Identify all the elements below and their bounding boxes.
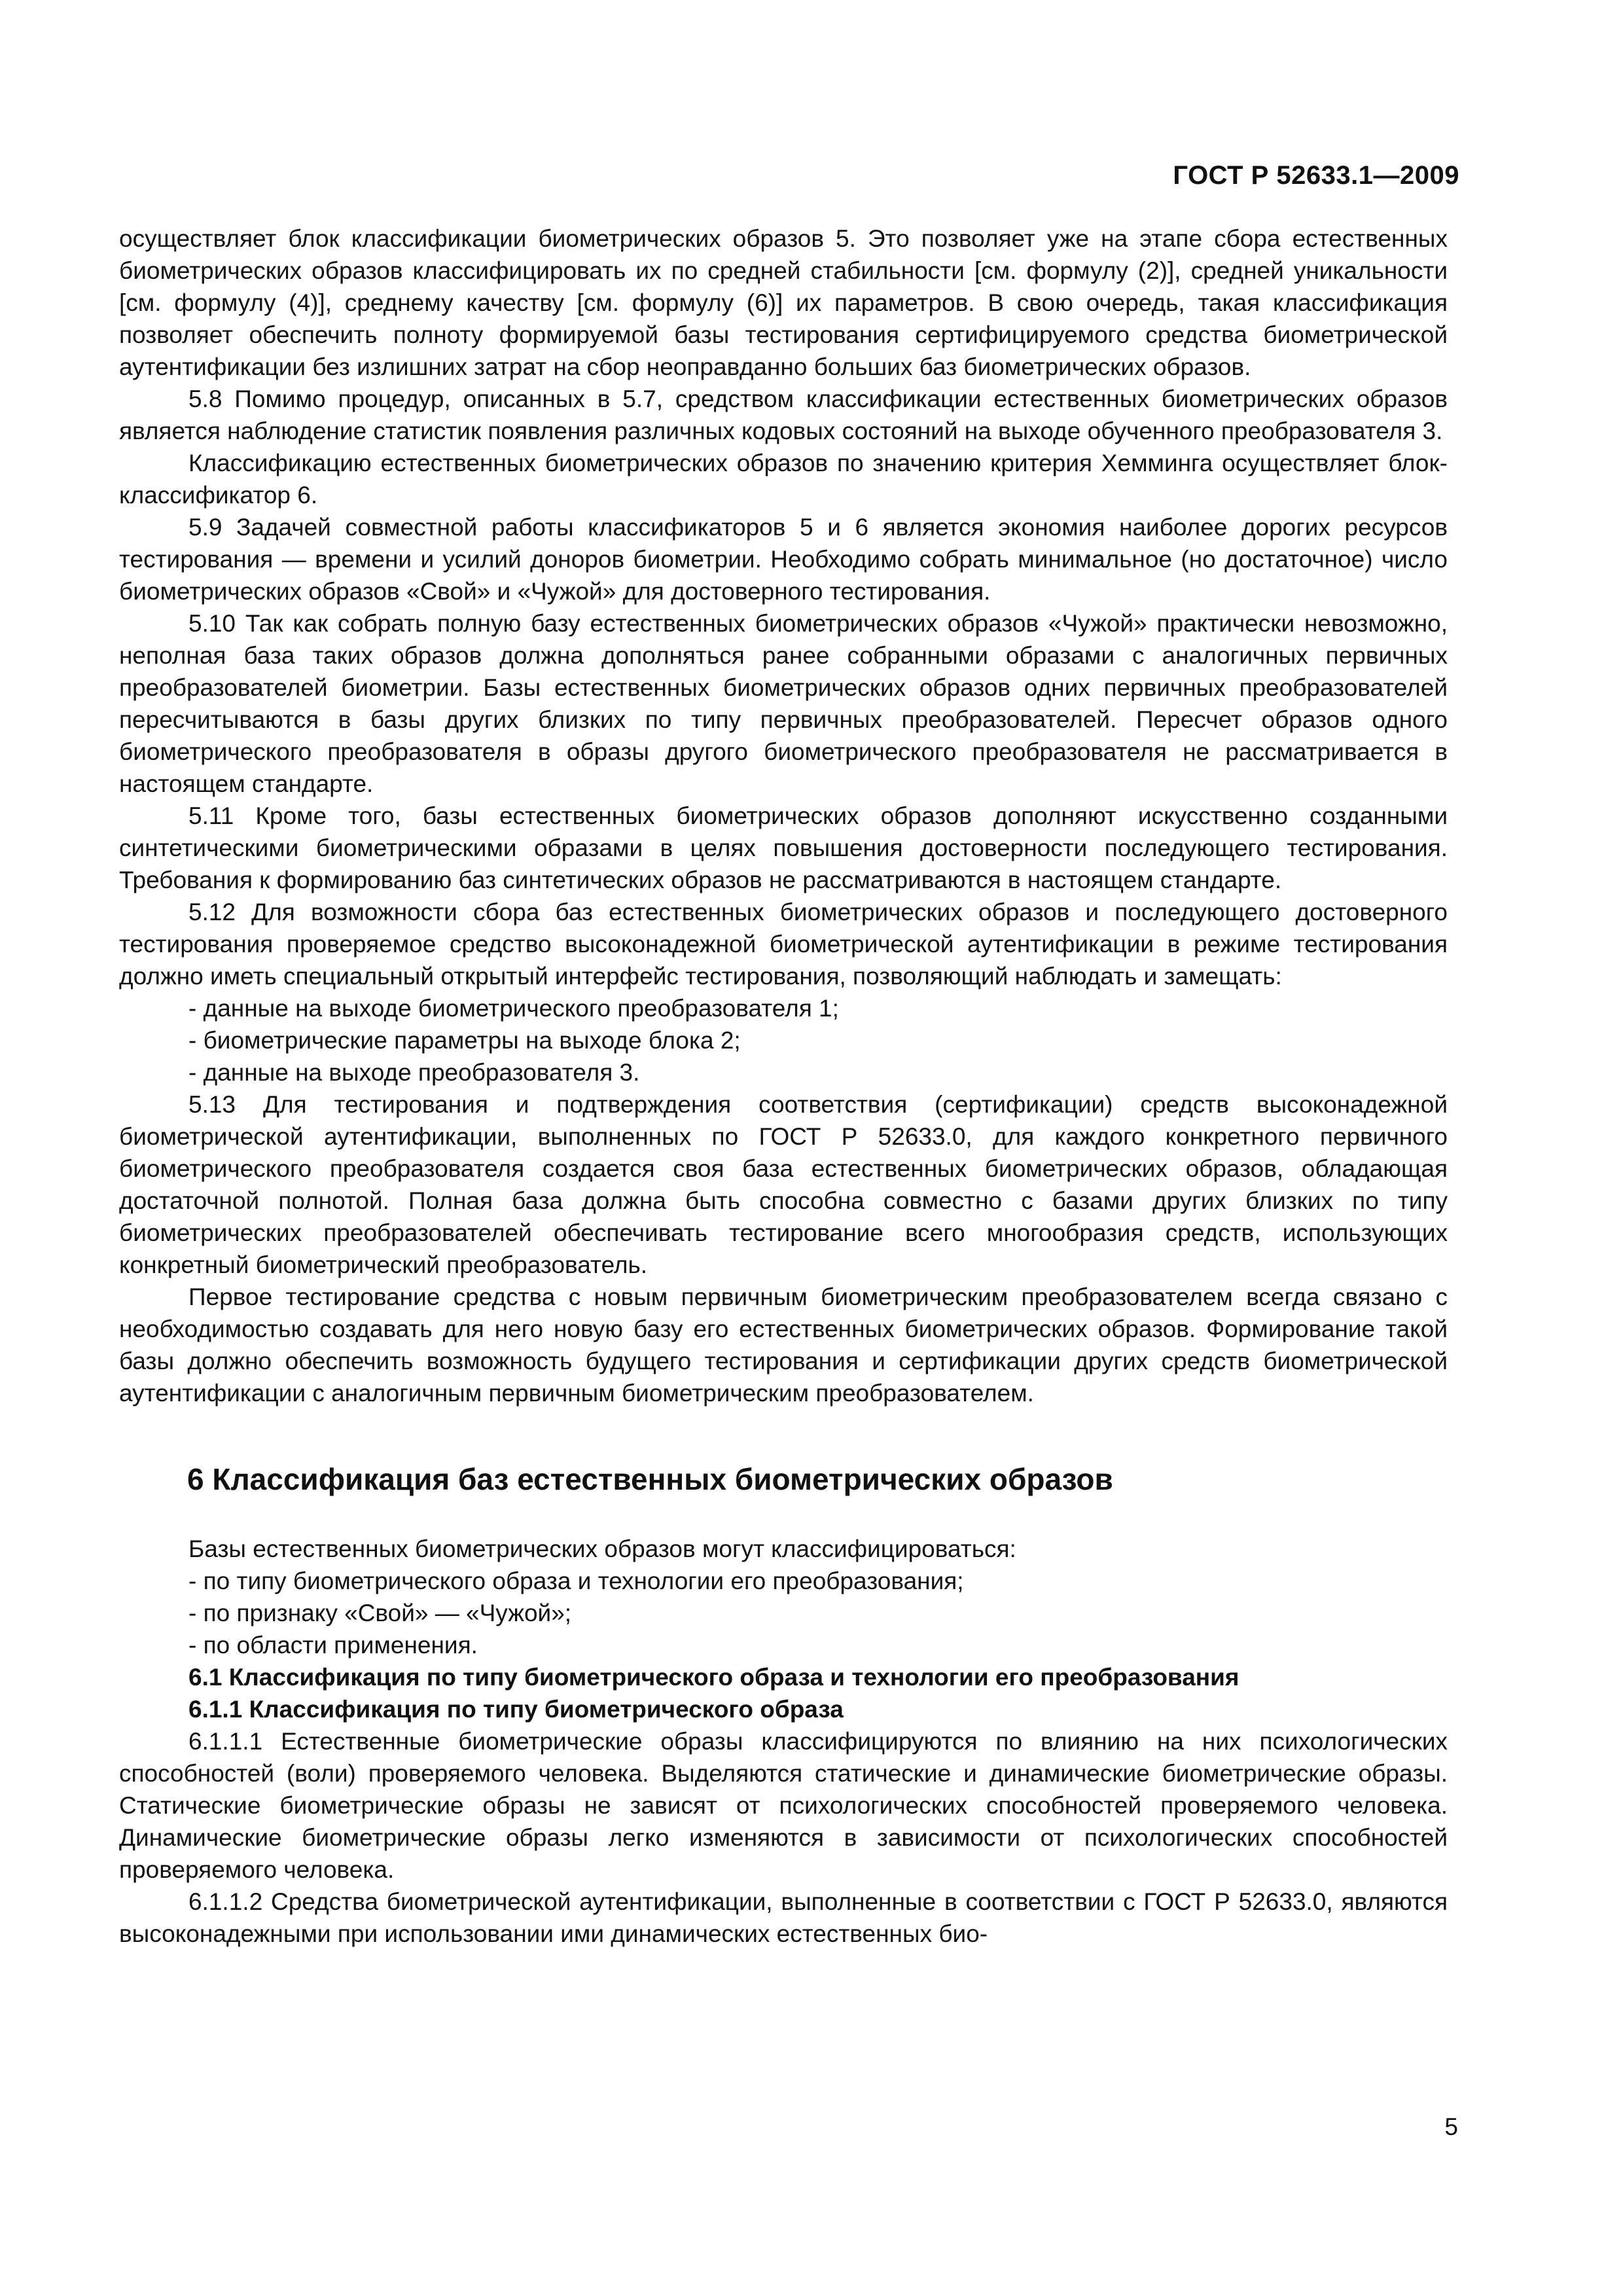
list-item: - данные на выходе преобразователя 3.	[188, 1059, 640, 1086]
subsection-6-1-1-heading: 6.1.1 Классификация по типу биометрического образа	[188, 1696, 844, 1723]
paragraph-5-12: 5.12 Для возможности сбора баз естественных биометрических образов и последующего достоверного тестирования проверяемое средство высоконадежной биометрической аутентификации в режиме тестирования должно иметь специальный открытый интерфейс тестирования, позволяющий наблюдать и замещать:	[119, 899, 1448, 990]
paragraph-hamming: Классификацию естественных биометрических образов по значению критерия Хемминга осуществляет блок-классификатор 6.	[119, 450, 1448, 509]
list-item: - по области применения.	[188, 1632, 478, 1659]
list-item: - данные на выходе биометрического преобразователя 1;	[188, 995, 839, 1022]
paragraph-5-10: 5.10 Так как собрать полную базу естественных биометрических образов «Чужой» практически невозможно, неполная база таких образов должна дополняться ранее собранными образами с аналогичных первичных преобразователей биометрии. Базы естественных биометрических образов одних первичных преобразователей пересчитываются в базы других близких по типу первичных преобразователей. Пересчет образов одного биометрического преобразователя в образы другого биометрического преобразователя не рассматривается в настоящем стандарте.	[119, 610, 1448, 797]
section-6-intro: Базы естественных биометрических образов могут классифицироваться:	[188, 1535, 1016, 1562]
paragraph-6-1-1-2: 6.1.1.2 Средства биометрической аутентификации, выполненные в соответствии с ГОСТ Р 52633.0, являются высоконадежными при использовании ими динамических естественных био-	[119, 1888, 1448, 1947]
paragraph-5-11: 5.11 Кроме того, базы естественных биометрических образов дополняют искусственно созданными синтетическими биометрическими образами в целях повышения достоверности последующего тестирования. Требования к формированию баз синтетических образов не рассматриваются в настоящем стандарте.	[119, 802, 1448, 893]
paragraph-6-1-1-1: 6.1.1.1 Естественные биометрические образы классифицируются по влиянию на них психологических способностей (воли) проверяемого человека. Выделяются статические и динамические биометрические образы. Статические биометрические образы не зависят от психологических способностей проверяемого человека. Динамические биометрические образы легко изменяются в зависимости от психологических способностей проверяемого человека.	[119, 1728, 1448, 1883]
subsection-6-1-heading: 6.1 Классификация по типу биометрического образа и технологии его преобразования	[188, 1664, 1240, 1691]
list-item: - биометрические параметры на выходе блока 2;	[188, 1027, 741, 1054]
paragraph-continuation: осуществляет блок классификации биометрических образов 5. Это позволяет уже на этапе сбора естественных биометрических образов классифицировать их по средней стабильности [см. формулу (2)], средней уникальности [см. формулу (4)], среднему качеству [см. формулу (6)] их параметров. В свою очередь, такая классификация позволяет обеспечить полноту формируемой базы тестирования сертифицируемого средства биометрической аутентификации без излишних затрат на сбор неоправданно больших баз биометрических образов.	[119, 225, 1448, 380]
list-item: - по типу биометрического образа и технологии его преобразования;	[188, 1568, 964, 1594]
paragraph-5-8: 5.8 Помимо процедур, описанных в 5.7, средством классификации естественных биометрических образов является наблюдение статистик появления различных кодовых состояний на выходе обученного преобразователя 3.	[119, 386, 1448, 444]
page-number: 5	[1444, 2113, 1458, 2140]
list-item: - по признаку «Свой» — «Чужой»;	[188, 1600, 572, 1626]
section-6-heading: 6 Классификация баз естественных биометрических образов	[187, 1462, 1113, 1496]
page-body	[119, 223, 1448, 1950]
document-code: ГОСТ Р 52633.1—2009	[1173, 161, 1459, 190]
paragraph-first-testing: Первое тестирование средства с новым первичным биометрическим преобразователем всегда связано с необходимостью создавать для него новую базу его естественных биометрических образов. Формирование такой базы должно обеспечить возможность будущего тестирования и сертификации других средств биометрической аутентификации с аналогичным первичным биометрическим преобразователем.	[119, 1283, 1448, 1407]
paragraph-5-13: 5.13 Для тестирования и подтверждения соответствия (сертификации) средств высоконадежной биометрической аутентификации, выполненных по ГОСТ Р 52633.0, для каждого конкретного первичного биометрического преобразователя создается своя база естественных биометрических образов, обладающая достаточной полнотой. Полная база должна быть способна совместно с базами других близких по типу биометрических преобразователей обеспечивать тестирование всего многообразия средств, использующих конкретный биометрический преобразователь.	[119, 1091, 1448, 1278]
paragraph-5-9: 5.9 Задачей совместной работы классификаторов 5 и 6 является экономия наиболее дорогих ресурсов тестирования — времени и усилий доноров биометрии. Необходимо собрать минимальное (но достаточное) число биометрических образов «Свой» и «Чужой» для достоверного тестирования.	[119, 514, 1448, 605]
